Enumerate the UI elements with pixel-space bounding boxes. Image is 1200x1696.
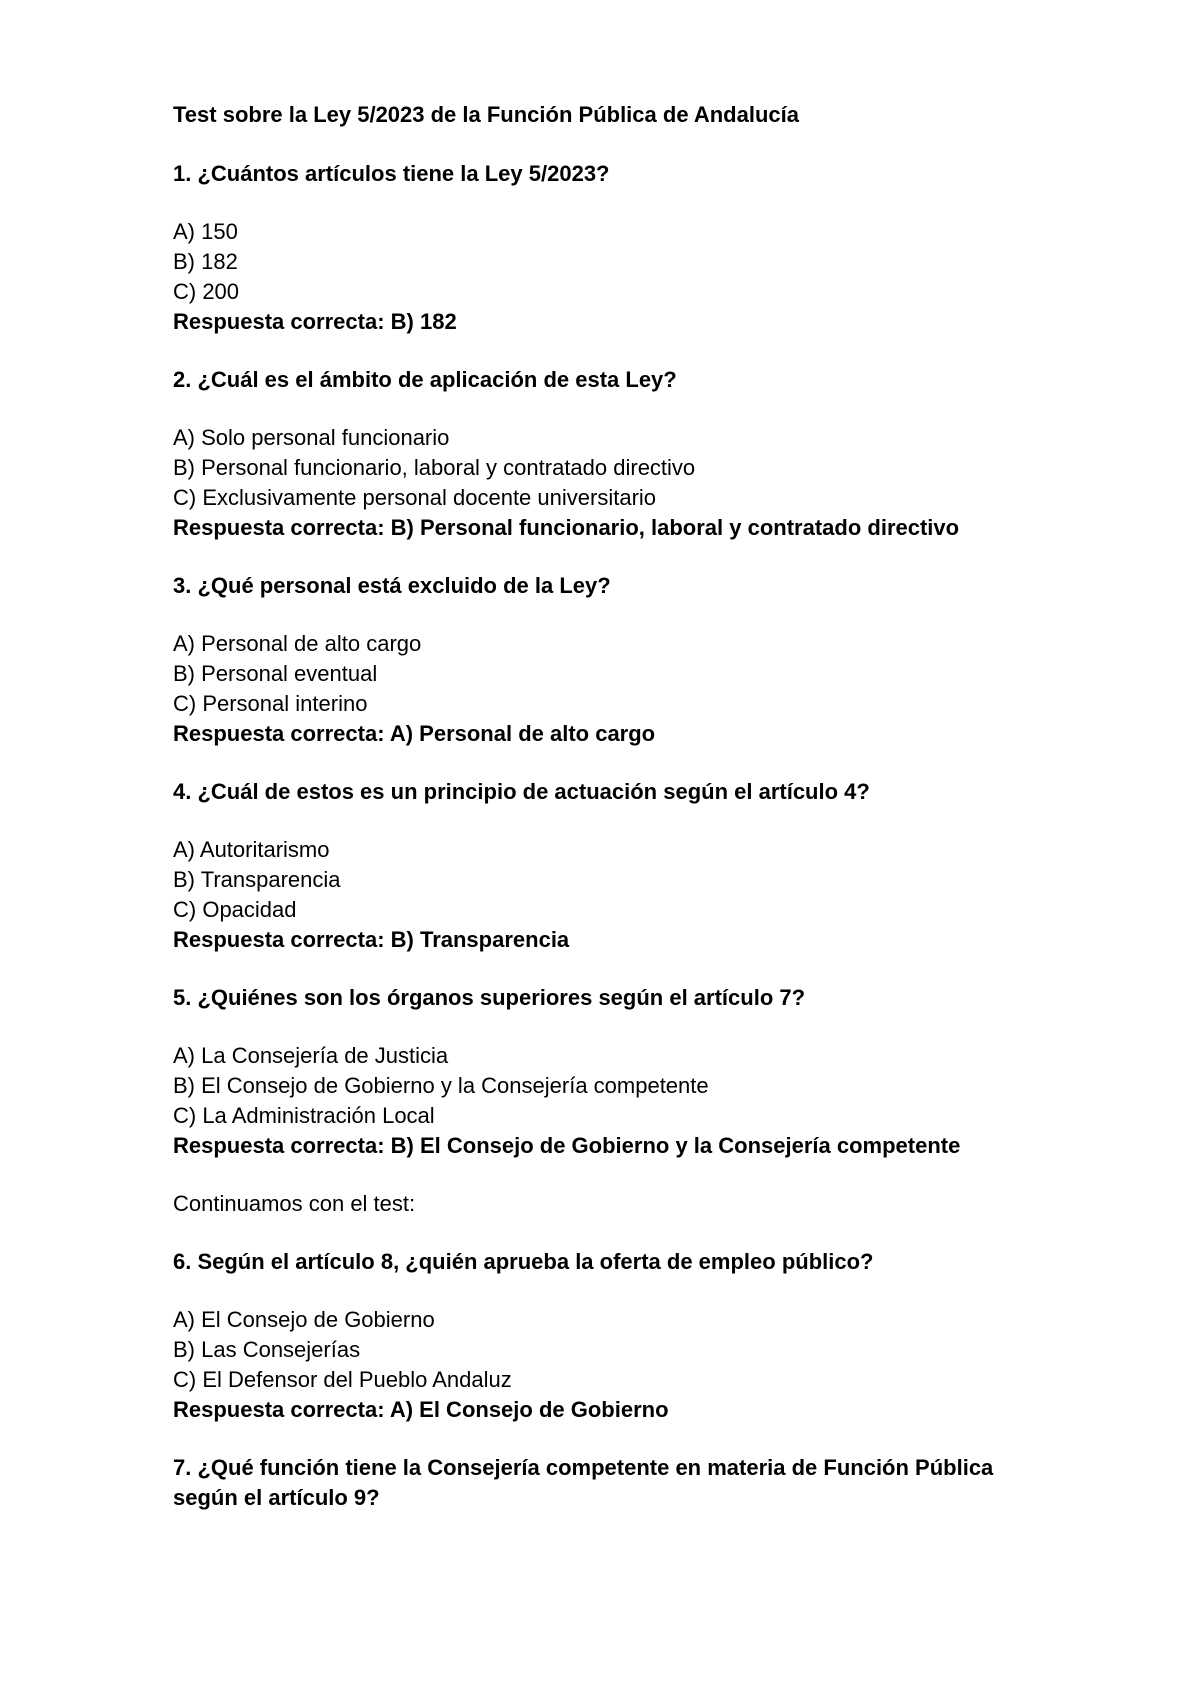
correct-answer: Respuesta correcta: B) 182 <box>173 309 457 334</box>
option-a: A) Autoritarismo <box>173 837 330 862</box>
correct-answer: Respuesta correcta: B) El Consejo de Gobierno y la Consejería competente <box>173 1133 961 1158</box>
option-a: A) Solo personal funcionario <box>173 425 450 450</box>
option-a: A) La Consejería de Justicia <box>173 1043 449 1068</box>
question-text: 5. ¿Quiénes son los órganos superiores según el artículo 7? <box>173 985 806 1010</box>
option-c: C) Exclusivamente personal docente universitario <box>173 485 657 510</box>
option-a: A) Personal de alto cargo <box>173 631 422 656</box>
question-text: 6. Según el artículo 8, ¿quién aprueba la oferta de empleo público? <box>173 1249 874 1274</box>
document-title: Test sobre la Ley 5/2023 de la Función Pública de Andalucía <box>173 102 799 127</box>
document-content <box>173 100 1073 1541</box>
option-c: C) El Defensor del Pueblo Andaluz <box>173 1367 512 1392</box>
question-text: 2. ¿Cuál es el ámbito de aplicación de esta Ley? <box>173 367 677 392</box>
question-text: 1. ¿Cuántos artículos tiene la Ley 5/2023? <box>173 161 610 186</box>
continue-note: Continuamos con el test: <box>173 1191 416 1216</box>
question-block-4 <box>173 777 1073 955</box>
correct-answer: Respuesta correcta: A) Personal de alto cargo <box>173 721 656 746</box>
question-text-7: 7. ¿Qué función tiene la Consejería competente en materia de Función Pública según el artículo 9? <box>173 1455 994 1510</box>
option-a: A) 150 <box>173 219 238 244</box>
correct-answer: Respuesta correcta: A) El Consejo de Gobierno <box>173 1397 669 1422</box>
option-c: C) La Administración Local <box>173 1103 435 1128</box>
option-c: C) 200 <box>173 279 240 304</box>
question-block-2 <box>173 365 1073 543</box>
question-text: 4. ¿Cuál de estos es un principio de actuación según el artículo 4? <box>173 779 870 804</box>
correct-answer: Respuesta correcta: B) Transparencia <box>173 927 570 952</box>
question-block-5 <box>173 983 1073 1161</box>
option-b: B) Las Consejerías <box>173 1337 361 1362</box>
option-a: A) El Consejo de Gobierno <box>173 1307 435 1332</box>
option-b: B) Personal funcionario, laboral y contratado directivo <box>173 455 696 480</box>
question-block-6 <box>173 1247 1073 1425</box>
option-b: B) Personal eventual <box>173 661 378 686</box>
option-b: B) El Consejo de Gobierno y la Consejería competente <box>173 1073 709 1098</box>
option-c: C) Personal interino <box>173 691 368 716</box>
option-b: B) Transparencia <box>173 867 341 892</box>
question-block-1 <box>173 159 1073 337</box>
question-text: 3. ¿Qué personal está excluido de la Ley? <box>173 573 611 598</box>
question-block-3 <box>173 571 1073 749</box>
correct-answer: Respuesta correcta: B) Personal funcionario, laboral y contratado directivo <box>173 515 960 540</box>
option-c: C) Opacidad <box>173 897 297 922</box>
option-b: B) 182 <box>173 249 238 274</box>
